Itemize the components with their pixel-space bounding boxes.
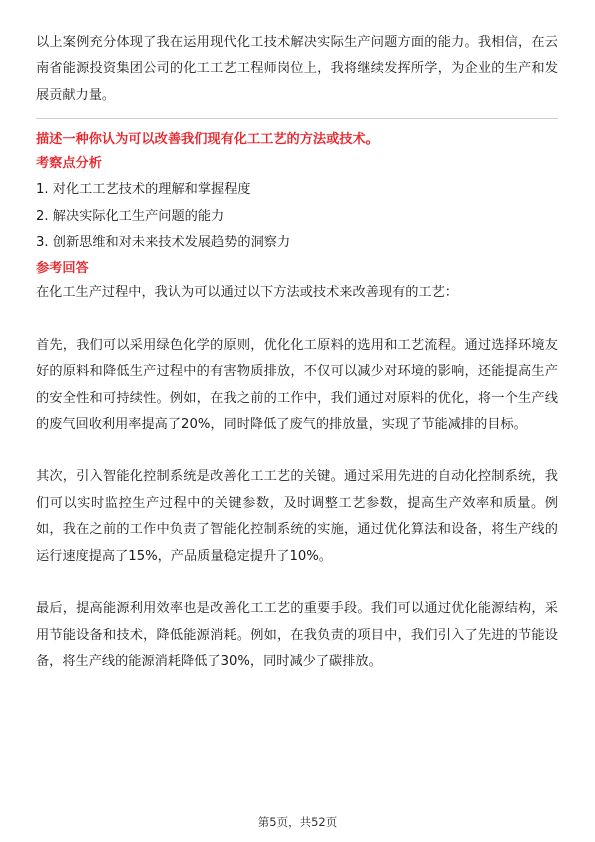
analysis-item: 2. 解决实际化工生产问题的能力 — [36, 208, 225, 224]
paragraph-gap — [36, 307, 558, 333]
answer-paragraph-third: 最后，提高能源利用效率也是改善化工工艺的重要手段。我们可以通过优化能源结构，采用节能设备和技术，降低能源消耗。例如，在我负责的项目中，我们引入了先进的节能设备，将生产线的能源消耗降低了30%，同时减少了碳排放。 — [36, 601, 558, 669]
answer-opening: 在化工生产过程中，我认为可以通过以下方法或技术来改善现有的工艺： — [36, 285, 458, 301]
answer-title: 参考回答 — [36, 261, 89, 277]
paragraph-gap — [36, 570, 558, 596]
page-content — [36, 30, 558, 675]
section-divider — [36, 118, 558, 119]
analysis-list — [36, 177, 558, 256]
answer-paragraph-first: 首先，我们可以采用绿色化学的原则，优化化工原料的选用和工艺流程。通过选择环境友好的原料和降低生产过程中的有害物质排放，不仅可以减少对环境的影响，还能提高生产的安全性和可持续性。例如，在我之前的工作中，我们通过对原料的优化，将一个生产线的废气回收利用率提高了20%，同时降低了废气的排放量，实现了节能减排的目标。 — [36, 337, 558, 433]
page-number: 第5页，共52页 — [257, 815, 338, 829]
analysis-title: 考察点分析 — [36, 156, 102, 172]
question-heading: 描述一种你认为可以改善我们现有化工工艺的方法或技术。 — [36, 132, 379, 148]
intro-paragraph: 以上案例充分体现了我在运用现代化工技术解决实际生产问题方面的能力。我相信，在云南省能源投资集团公司的化工工艺工程师岗位上，我将继续发挥所学，为企业的生产和发展贡献力量。 — [36, 35, 558, 103]
analysis-item: 1. 对化工工艺技术的理解和掌握程度 — [36, 182, 251, 198]
paragraph-gap — [36, 438, 558, 464]
analysis-item: 3. 创新思维和对未来技术发展趋势的洞察力 — [36, 235, 291, 251]
answer-paragraph-second: 其次，引入智能化控制系统是改善化工工艺的关键。通过采用先进的自动化控制系统，我们可以实时监控生产过程中的关键参数，及时调整工艺参数，提高生产效率和质量。例如，我在之前的工作中负责了智能化控制系统的实施，通过优化算法和设备，将生产线的运行速度提高了15%，产品质量稳定提升了10%。 — [36, 469, 558, 564]
